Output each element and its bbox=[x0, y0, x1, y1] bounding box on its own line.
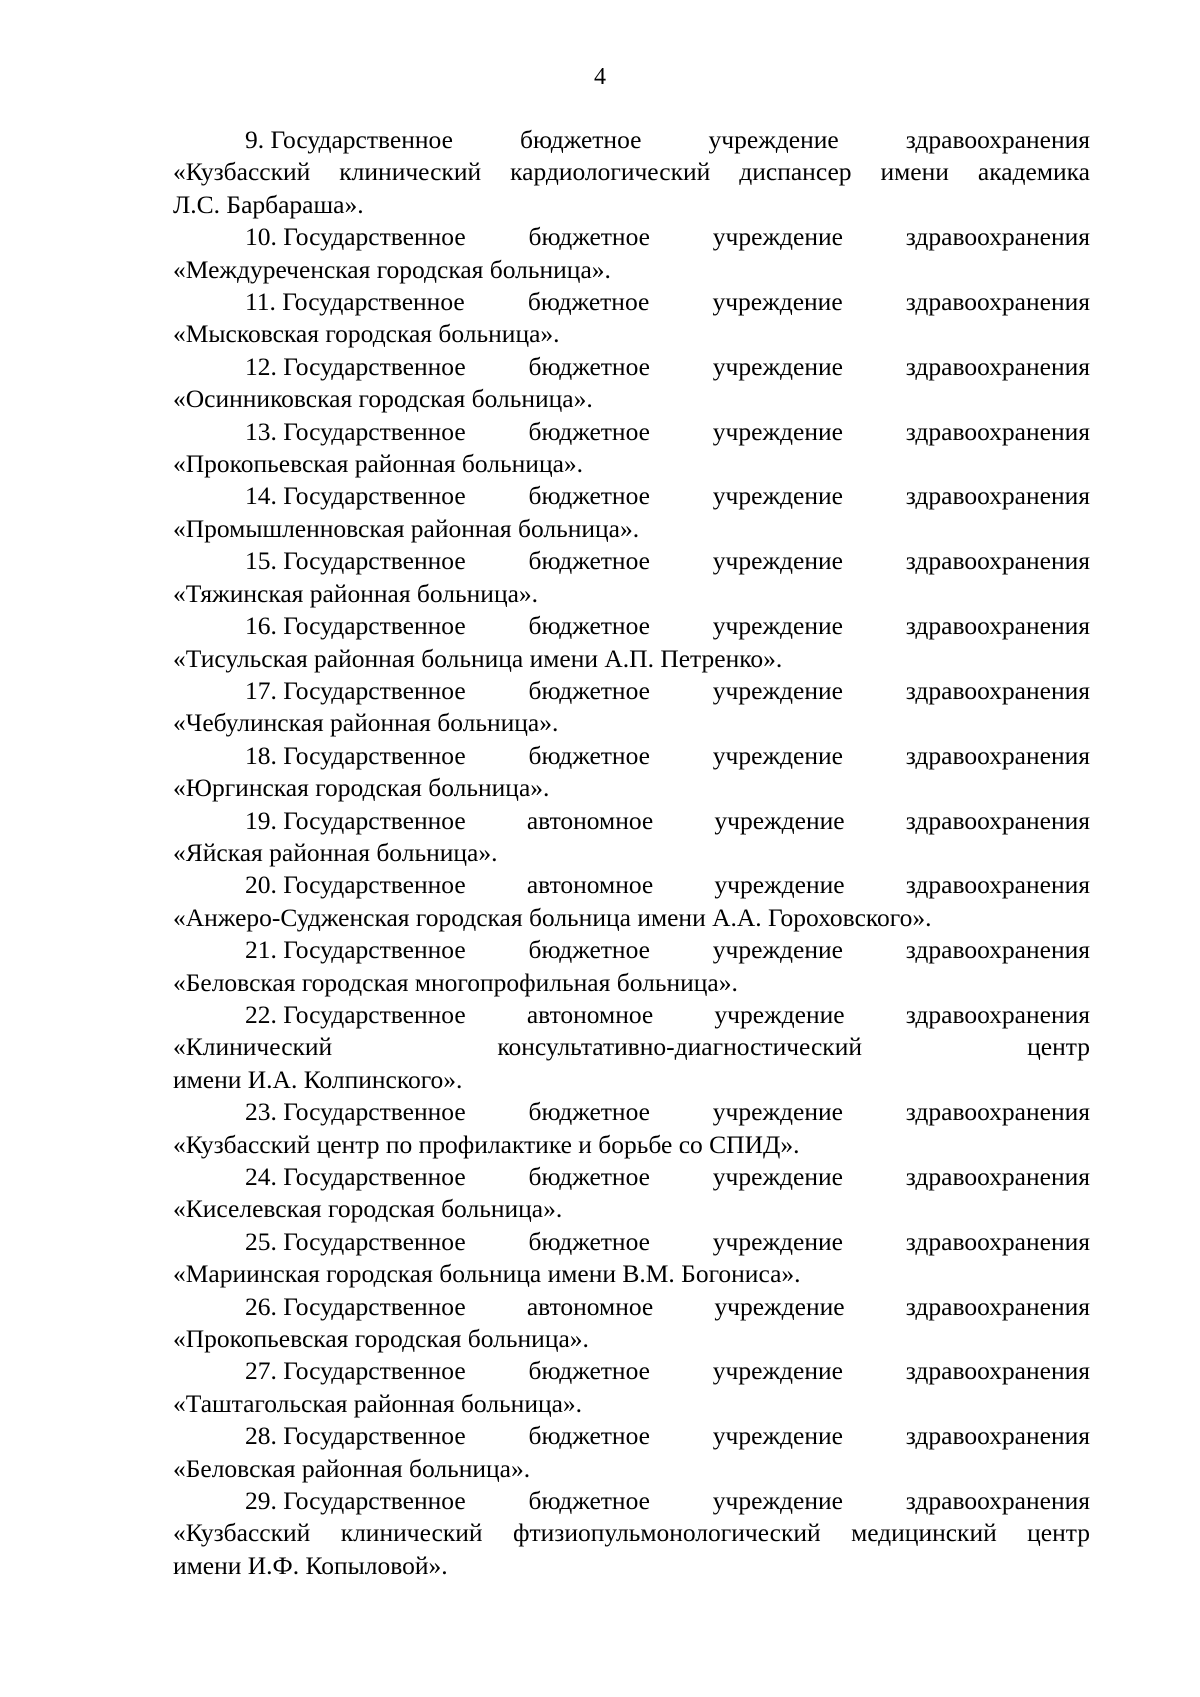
item-number-and-type: 14. Государственное bbox=[245, 481, 466, 511]
item-number-and-type: 19. Государственное bbox=[245, 805, 466, 835]
item-first-line bbox=[173, 934, 1090, 966]
list-item bbox=[173, 869, 1090, 934]
item-word-healthcare: здравоохранения bbox=[905, 1226, 1090, 1256]
item-name-word: фтизиопульмонологический bbox=[512, 1518, 821, 1548]
item-word-institution: учреждение bbox=[714, 870, 845, 900]
item-word-healthcare: здравоохранения bbox=[905, 870, 1090, 900]
item-word-healthcare: здравоохранения bbox=[905, 222, 1090, 252]
item-word-institution: учреждение bbox=[712, 611, 843, 641]
list-item bbox=[173, 740, 1090, 805]
item-name-word: академика bbox=[977, 157, 1090, 187]
item-number-and-type: 17. Государственное bbox=[245, 675, 466, 705]
list-item bbox=[173, 124, 1090, 221]
item-kind: автономное bbox=[526, 1291, 654, 1321]
item-number-and-type: 18. Государственное bbox=[245, 740, 466, 770]
item-name-word: диспансер bbox=[739, 157, 852, 187]
item-name-word: центр bbox=[1027, 1032, 1090, 1062]
item-word-institution: учреждение bbox=[712, 1486, 843, 1516]
item-word-institution: учреждение bbox=[714, 999, 845, 1029]
item-number-and-type: 13. Государственное bbox=[245, 416, 466, 446]
item-first-line bbox=[173, 286, 1090, 318]
item-name-line bbox=[173, 156, 1090, 188]
item-kind: бюджетное bbox=[519, 125, 642, 154]
item-number-and-type: 21. Государственное bbox=[245, 935, 466, 965]
page-number: 4 bbox=[594, 64, 606, 90]
list-item bbox=[173, 286, 1090, 351]
item-name-line bbox=[173, 1031, 1090, 1063]
item-name-line: «Прокопьевская районная больница». bbox=[173, 449, 584, 479]
item-name-line: «Мариинская городская больница имени В.М. Богониса». bbox=[173, 1259, 801, 1289]
item-first-line bbox=[173, 999, 1090, 1031]
institution-list bbox=[173, 124, 1090, 1582]
item-name-line: имени И.А. Колпинского». bbox=[173, 1064, 463, 1094]
item-word-institution: учреждение bbox=[712, 351, 843, 381]
item-number-and-type: 26. Государственное bbox=[245, 1291, 466, 1321]
item-word-institution: учреждение bbox=[712, 1356, 843, 1386]
item-kind: автономное bbox=[526, 999, 654, 1029]
item-first-line bbox=[173, 1161, 1090, 1193]
list-item bbox=[173, 1291, 1090, 1356]
item-name-word: имени bbox=[880, 157, 949, 187]
item-name-line: «Киселевская городская больница». bbox=[173, 1194, 563, 1224]
item-word-healthcare: здравоохранения bbox=[905, 611, 1090, 641]
item-name-word: центр bbox=[1027, 1518, 1090, 1548]
list-item bbox=[173, 675, 1090, 740]
item-kind: бюджетное bbox=[528, 1486, 650, 1516]
item-word-institution: учреждение bbox=[714, 805, 845, 835]
item-name-word: медицинский bbox=[851, 1518, 997, 1548]
item-name-word: кардиологический bbox=[510, 157, 711, 187]
item-kind: бюджетное bbox=[528, 611, 650, 641]
item-first-line bbox=[173, 1291, 1090, 1323]
item-first-line bbox=[173, 351, 1090, 383]
item-kind: бюджетное bbox=[528, 546, 650, 576]
item-name-line: «Тисульская районная больница имени А.П. Петренко». bbox=[173, 643, 783, 673]
item-kind: бюджетное bbox=[528, 222, 650, 252]
list-item bbox=[173, 416, 1090, 481]
list-item bbox=[173, 1161, 1090, 1226]
item-word-institution: учреждение bbox=[712, 287, 843, 317]
item-number-and-type: 11. Государственное bbox=[245, 287, 465, 317]
item-name-line bbox=[173, 1517, 1090, 1549]
item-kind: бюджетное bbox=[528, 1421, 650, 1451]
item-first-line bbox=[173, 480, 1090, 512]
item-name-line: «Междуреченская городская больница». bbox=[173, 254, 611, 284]
item-number-and-type: 10. Государственное bbox=[245, 222, 466, 252]
item-kind: бюджетное bbox=[528, 935, 650, 965]
item-name-word: «Кузбасский bbox=[173, 1518, 311, 1548]
item-word-healthcare: здравоохранения bbox=[905, 1486, 1090, 1516]
item-word-healthcare: здравоохранения bbox=[905, 935, 1090, 965]
item-name-line: «Беловская городская многопрофильная больница». bbox=[173, 967, 738, 997]
list-item bbox=[173, 545, 1090, 610]
item-first-line bbox=[173, 124, 1090, 156]
item-number-and-type: 25. Государственное bbox=[245, 1226, 466, 1256]
item-kind: бюджетное bbox=[528, 1226, 650, 1256]
item-word-healthcare: здравоохранения bbox=[905, 125, 1090, 154]
item-word-healthcare: здравоохранения bbox=[905, 1291, 1090, 1321]
item-kind: бюджетное bbox=[528, 1356, 650, 1386]
item-first-line bbox=[173, 1226, 1090, 1258]
item-name-word: «Клинический bbox=[173, 1032, 333, 1062]
item-number-and-type: 27. Государственное bbox=[245, 1356, 466, 1386]
list-item bbox=[173, 1355, 1090, 1420]
item-kind: автономное bbox=[526, 805, 654, 835]
item-first-line bbox=[173, 1420, 1090, 1452]
item-name-line: «Промышленновская районная больница». bbox=[173, 513, 640, 543]
item-word-institution: учреждение bbox=[712, 416, 843, 446]
list-item bbox=[173, 1485, 1090, 1582]
item-word-healthcare: здравоохранения bbox=[905, 805, 1090, 835]
item-word-institution: учреждение bbox=[708, 125, 839, 154]
item-name-line: Л.С. Барбараша». bbox=[173, 189, 364, 219]
list-item bbox=[173, 1226, 1090, 1291]
item-word-institution: учреждение bbox=[712, 1421, 843, 1451]
list-item bbox=[173, 934, 1090, 999]
item-word-healthcare: здравоохранения bbox=[905, 1162, 1090, 1191]
item-number-and-type: 20. Государственное bbox=[245, 870, 466, 900]
list-item bbox=[173, 1420, 1090, 1485]
item-name-line: «Чебулинская районная больница». bbox=[173, 708, 559, 738]
item-number-and-type: 23. Государственное bbox=[245, 1097, 466, 1127]
item-name-line: «Яйская районная больница». bbox=[173, 837, 498, 867]
item-word-healthcare: здравоохранения bbox=[905, 546, 1090, 576]
item-first-line bbox=[173, 740, 1090, 772]
item-word-healthcare: здравоохранения bbox=[905, 1421, 1090, 1451]
item-word-healthcare: здравоохранения bbox=[905, 351, 1090, 381]
list-item bbox=[173, 805, 1090, 870]
item-kind: бюджетное bbox=[527, 287, 650, 317]
item-name-line: «Кузбасский центр по профилактике и борьбе со СПИД». bbox=[173, 1129, 800, 1159]
item-kind: бюджетное bbox=[528, 675, 650, 705]
item-first-line bbox=[173, 221, 1090, 253]
item-first-line bbox=[173, 675, 1090, 707]
item-word-institution: учреждение bbox=[712, 481, 843, 511]
item-name-line: «Тяжинская районная больница». bbox=[173, 578, 539, 608]
item-first-line bbox=[173, 610, 1090, 642]
list-item bbox=[173, 351, 1090, 416]
item-number-and-type: 15. Государственное bbox=[245, 546, 466, 576]
item-name-line: «Прокопьевская городская больница». bbox=[173, 1324, 589, 1354]
item-number-and-type: 9. Государственное bbox=[245, 125, 453, 154]
list-item bbox=[173, 221, 1090, 286]
item-word-healthcare: здравоохранения bbox=[905, 481, 1090, 511]
item-kind: бюджетное bbox=[528, 740, 650, 770]
item-number-and-type: 28. Государственное bbox=[245, 1421, 466, 1451]
item-word-institution: учреждение bbox=[714, 1291, 845, 1321]
item-word-institution: учреждение bbox=[712, 935, 843, 965]
list-item bbox=[173, 999, 1090, 1096]
item-number-and-type: 24. Государственное bbox=[245, 1162, 466, 1191]
list-item bbox=[173, 480, 1090, 545]
item-first-line bbox=[173, 416, 1090, 448]
item-name-line: «Таштагольская районная больница». bbox=[173, 1388, 583, 1418]
item-word-healthcare: здравоохранения bbox=[905, 740, 1090, 770]
item-kind: бюджетное bbox=[528, 1162, 650, 1191]
item-word-healthcare: здравоохранения bbox=[905, 999, 1090, 1029]
item-number-and-type: 16. Государственное bbox=[245, 611, 466, 641]
item-name-line: «Анжеро-Судженская городская больница имени А.А. Гороховского». bbox=[173, 902, 932, 932]
item-first-line bbox=[173, 1096, 1090, 1128]
item-word-healthcare: здравоохранения bbox=[905, 416, 1090, 446]
item-name-line: «Беловская районная больница». bbox=[173, 1453, 531, 1483]
item-name-word: клинический bbox=[340, 1518, 483, 1548]
item-word-institution: учреждение bbox=[712, 1162, 843, 1191]
item-word-institution: учреждение bbox=[712, 546, 843, 576]
item-first-line bbox=[173, 869, 1090, 901]
list-item bbox=[173, 610, 1090, 675]
item-word-healthcare: здравоохранения bbox=[905, 675, 1090, 705]
item-word-institution: учреждение bbox=[712, 1226, 843, 1256]
item-kind: бюджетное bbox=[528, 481, 650, 511]
item-word-healthcare: здравоохранения bbox=[905, 1356, 1090, 1386]
item-first-line bbox=[173, 1485, 1090, 1517]
item-kind: бюджетное bbox=[528, 1097, 650, 1127]
item-name-word: консультативно-диагностический bbox=[497, 1032, 862, 1062]
item-word-healthcare: здравоохранения bbox=[905, 287, 1090, 317]
item-first-line bbox=[173, 1355, 1090, 1387]
item-first-line bbox=[173, 805, 1090, 837]
item-kind: автономное bbox=[526, 870, 654, 900]
item-word-healthcare: здравоохранения bbox=[905, 1097, 1090, 1127]
item-first-line bbox=[173, 545, 1090, 577]
item-number-and-type: 12. Государственное bbox=[245, 351, 466, 381]
item-kind: бюджетное bbox=[528, 416, 650, 446]
item-word-institution: учреждение bbox=[712, 1097, 843, 1127]
item-kind: бюджетное bbox=[528, 351, 650, 381]
item-name-word: клинический bbox=[339, 157, 482, 187]
list-item bbox=[173, 1096, 1090, 1161]
item-number-and-type: 29. Государственное bbox=[245, 1486, 466, 1516]
item-name-line: имени И.Ф. Копыловой». bbox=[173, 1550, 448, 1580]
item-name-line: «Осинниковская городская больница». bbox=[173, 384, 593, 414]
item-name-word: «Кузбасский bbox=[173, 157, 311, 187]
item-word-institution: учреждение bbox=[712, 222, 843, 252]
item-name-line: «Юргинская городская больница». bbox=[173, 773, 550, 803]
item-word-institution: учреждение bbox=[712, 740, 843, 770]
item-number-and-type: 22. Государственное bbox=[245, 999, 466, 1029]
item-name-line: «Мысковская городская больница». bbox=[173, 319, 560, 349]
item-word-institution: учреждение bbox=[712, 675, 843, 705]
